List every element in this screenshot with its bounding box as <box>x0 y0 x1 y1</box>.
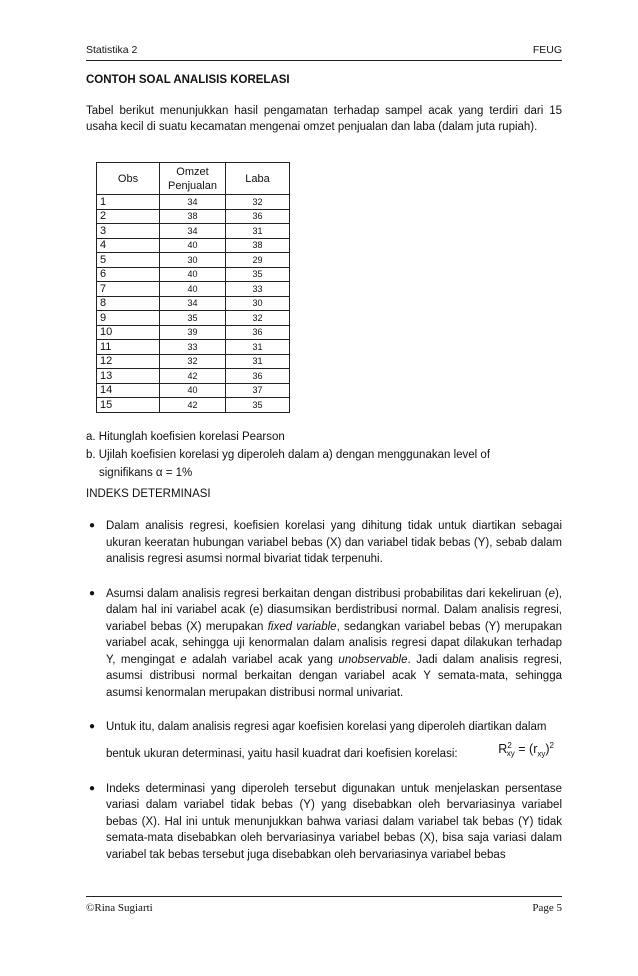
cell-obs: 15 <box>97 398 160 413</box>
cell-omzet: 38 <box>160 209 226 224</box>
bullet-icon: ● <box>89 587 96 599</box>
table-row <box>97 383 290 398</box>
cell-obs: 9 <box>97 311 160 326</box>
cell-omzet: 33 <box>160 340 226 355</box>
table-row <box>97 325 290 340</box>
cell-laba: 33 <box>226 282 290 297</box>
table-row <box>97 296 290 311</box>
cell-omzet: 40 <box>160 383 226 398</box>
table-row <box>97 398 290 413</box>
bullet-text: Asumsi dalam analisis regresi berkaitan dengan distribusi probabilitas dari kekeliruan (e), dalam hal ini variabel acak (e) diasumsikan berdistribusi normal. Dalam analisis regresi, variabel bebas (X) merupakan fixed variable, sedangkan variabel bebas (Y) merupakan variabel acak, sehingga uji kenormalan dalam analisis regresi dapat dilakukan terhadap Y, mengingat e adalah variabel acak yang unobservable. Jadi dalam analisis regresi, asumsi distribusi normal berkaitan dengan variabel acak Y semata-mata, sehingga asumsi kenormalan merupakan distribusi normal univariat. <box>106 587 563 699</box>
cell-laba: 38 <box>226 238 290 253</box>
cell-omzet: 34 <box>160 195 226 210</box>
cell-omzet: 40 <box>160 282 226 297</box>
table-row <box>97 224 290 239</box>
col-header-omzet: Omzet Penjualan <box>160 163 226 195</box>
cell-laba: 36 <box>226 209 290 224</box>
cell-laba: 37 <box>226 383 290 398</box>
list-item <box>86 518 562 568</box>
intro-paragraph: Tabel berikut menunjukkan hasil pengamatan terhadap sampel acak yang terdiri dari 15 usaha kecil di suatu kecamatan mengenai omzet penjualan dan laba (dalam juta rupiah). <box>86 105 562 133</box>
cell-omzet: 34 <box>160 296 226 311</box>
question-b-line2: signifikans α = 1% <box>99 467 193 479</box>
determination-formula: $R^2_{xy} = (r_{xy})^2$ <box>498 740 554 759</box>
table-header-row <box>97 163 290 195</box>
cell-obs: 5 <box>97 253 160 268</box>
cell-obs: 4 <box>97 238 160 253</box>
col-header-laba: Laba <box>226 163 290 195</box>
cell-obs: 14 <box>97 383 160 398</box>
cell-obs: 3 <box>97 224 160 239</box>
cell-omzet: 42 <box>160 369 226 384</box>
question-a: a. Hitunglah koefisien korelasi Pearson <box>86 431 285 443</box>
list-item <box>86 719 562 763</box>
table-row <box>97 340 290 355</box>
bullet-list <box>86 518 562 881</box>
cell-obs: 13 <box>97 369 160 384</box>
bullet-icon: ● <box>89 721 96 732</box>
cell-omzet: 40 <box>160 238 226 253</box>
cell-obs: 12 <box>97 354 160 369</box>
cell-obs: 1 <box>97 195 160 210</box>
page-header <box>86 44 562 61</box>
cell-obs: 6 <box>97 267 160 282</box>
cell-laba: 31 <box>226 224 290 239</box>
header-institution: FEUG <box>532 44 562 56</box>
cell-obs: 10 <box>97 325 160 340</box>
cell-laba: 35 <box>226 267 290 282</box>
table-row <box>97 311 290 326</box>
bullet-text: Indeks determinasi yang diperoleh tersebut digunakan untuk menjelaskan persentase variasi dalam variabel tidak bebas (Y) yang disebabkan oleh bervariasinya variabel bebas (X). Hal ini untuk menunjukkan bahwa variasi dalam variabel tak bebas (Y) tidak semata-mata disebabkan oleh bervariasinya variabel bebas (X), bisa saja variasi dalam variabel tak bebas tersebut juga disebabkan oleh bervariasinya variabel bebas <box>106 782 562 861</box>
table-row <box>97 238 290 253</box>
cell-laba: 32 <box>226 311 290 326</box>
data-table <box>96 162 290 413</box>
list-item <box>86 586 562 702</box>
table-row <box>97 209 290 224</box>
page-footer <box>86 896 562 917</box>
bullet-icon: ● <box>89 782 96 794</box>
cell-omzet: 40 <box>160 267 226 282</box>
cell-obs: 7 <box>97 282 160 297</box>
bullet-text: Dalam analisis regresi, koefisien korelasi yang dihitung tidak untuk diartikan sebagai ukuran keeratan hubungan variabel bebas (X) dan variabel tidak bebas (Y), sebab dalam analisis regresi asumsi normal bivariat tidak terpenuhi. <box>106 520 562 565</box>
table-row <box>97 195 290 210</box>
cell-omzet: 35 <box>160 311 226 326</box>
list-item <box>86 781 562 864</box>
section-heading: CONTOH SOAL ANALISIS KORELASI <box>86 74 290 86</box>
footer-author: ©Rina Sugiarti <box>86 902 153 914</box>
cell-obs: 11 <box>97 340 160 355</box>
bullet-text-line2: bentuk ukuran determinasi, yaitu hasil kuadrat dari koefisien korelasi: <box>106 748 458 761</box>
cell-laba: 29 <box>226 253 290 268</box>
bullet-icon: ● <box>89 520 96 531</box>
cell-laba: 35 <box>226 398 290 413</box>
footer-page-number: Page 5 <box>532 902 562 914</box>
question-b-line1: b. Ujilah koefisien korelasi yg diperoleh dalam a) dengan menggunakan level of <box>86 449 491 461</box>
cell-laba: 36 <box>226 325 290 340</box>
cell-obs: 8 <box>97 296 160 311</box>
table-row <box>97 369 290 384</box>
cell-laba: 31 <box>226 354 290 369</box>
cell-laba: 32 <box>226 195 290 210</box>
cell-omzet: 32 <box>160 354 226 369</box>
table-row <box>97 253 290 268</box>
section-title: INDEKS DETERMINASI <box>86 488 211 500</box>
cell-omzet: 39 <box>160 325 226 340</box>
header-course: Statistika 2 <box>86 44 138 56</box>
cell-laba: 30 <box>226 296 290 311</box>
table-row <box>97 282 290 297</box>
question-b <box>86 446 556 482</box>
cell-laba: 36 <box>226 369 290 384</box>
table-row <box>97 354 290 369</box>
cell-laba: 31 <box>226 340 290 355</box>
cell-omzet: 30 <box>160 253 226 268</box>
col-header-obs: Obs <box>97 163 160 195</box>
cell-omzet: 34 <box>160 224 226 239</box>
cell-omzet: 42 <box>160 398 226 413</box>
cell-obs: 2 <box>97 209 160 224</box>
table-row <box>97 267 290 282</box>
bullet-text-line1: Untuk itu, dalam analisis regresi agar koefisien korelasi yang diperoleh diartikan dalam <box>106 721 547 733</box>
